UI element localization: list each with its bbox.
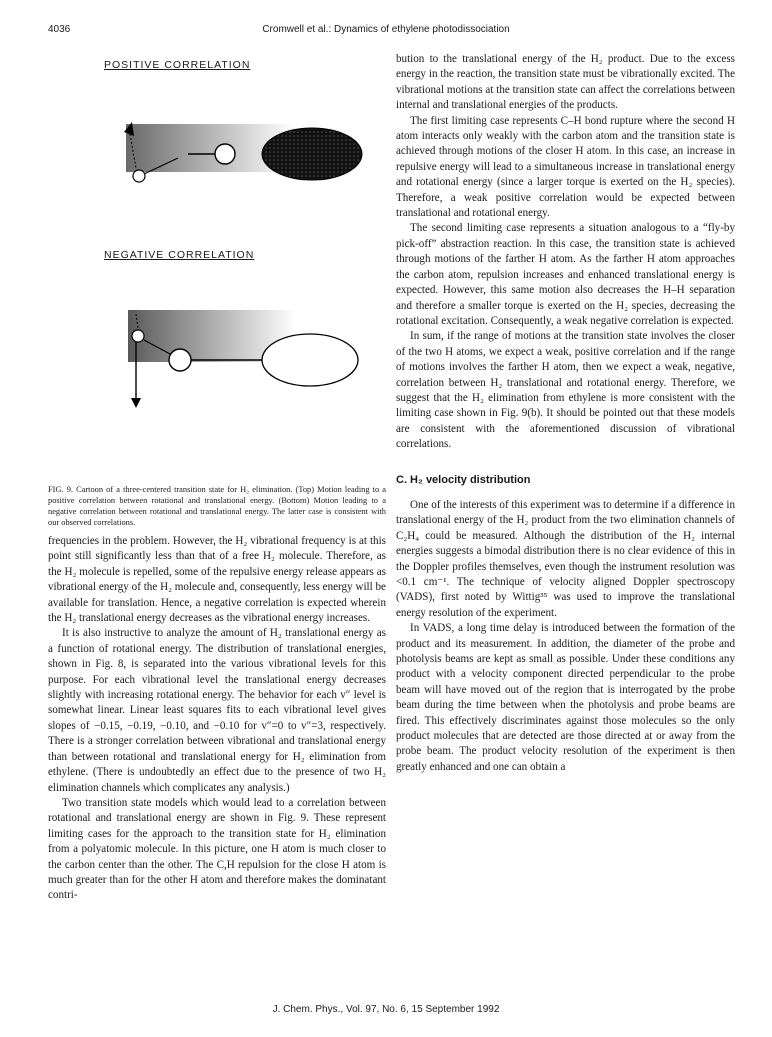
negative-correlation-diagram <box>48 300 386 420</box>
page-number: 4036 <box>48 24 71 35</box>
section-paragraph-2: In VADS, a long time delay is introduced between the formation of the product and its measurement. In addition, the diameter of the probe and photolysis beams are kept as small as possible. Under these conditions any product with a velocity component directed perpendicular to the probe beam will have moved out of the region that is interrogated by the probe beam during the time between when the photolysis and probe beams are fired. This effectively discriminates against those molecules so the only product molecules that are detected are those directed at or away from the probe beam. The product velocity resolution of the experiment is then greatly enhanced and one can obtain a <box>396 622 735 773</box>
far-h-atom <box>215 144 235 164</box>
negative-correlation-label: NEGATIVE CORRELATION <box>104 249 255 261</box>
close-h-atom <box>133 170 145 182</box>
section-paragraph-1: One of the interests of this experiment was to determine if a difference in translational energy of the H₂ product from the two elimination channels of C₂H₄ could be measured. Although the distribution of the H₂ internal energies suggests a bimodal distribution there is no clear evidence of this in the Doppler profiles themselves, even though the instrument resolution was <0.1 cm⁻¹. The technique of velocity aligned Doppler spectroscopy (VADS), first noted by Wittig³⁵ was used to improve the translational energy resolution of the experiment. <box>396 498 735 619</box>
close-h-atom <box>132 330 144 342</box>
motion-arrow-icon <box>131 398 141 408</box>
section-heading: C. H₂ velocity distribution <box>396 473 531 486</box>
left-column <box>48 56 386 904</box>
large-carbon-ellipse <box>262 334 358 386</box>
positive-correlation-label: POSITIVE CORRELATION <box>104 59 251 71</box>
right-paragraph-4: In sum, if the range of motions at the transition state involves the closer of the two H atoms, we expect a weak, positive correlation and if the range of motions involves the farther H atom, then we expect a weak, negative, correlation between H₂ translational and rotational energy. Therefore, we suggest that the H₂ elimination from ethylene is more consistent with the limiting case shown in Fig. 9(b). It should be pointed out that these models are consistent with the aforementioned discussion of vibrational correlations. <box>396 330 735 451</box>
far-h-atom <box>169 349 191 371</box>
journal-citation: J. Chem. Phys., Vol. 97, No. 6, 15 September 1992 <box>272 1004 500 1015</box>
figure-caption: FIG. 9. Cartoon of a three-centered transition state for H₂ elimination. (Top) Motion leading to a positive correlation between rotational and translational energy. (Bottom) Motion leading to a negative correlation between rotational and translational energy. The latter case is consistent with our observed correlations. <box>48 485 386 527</box>
positive-correlation-diagram <box>48 114 386 224</box>
left-paragraph-2: It is also instructive to analyze the amount of H₂ translational energy as a function of rotational energy. The distribution of translational energies, shown in Fig. 8, is separated into the various vibrational levels for this purpose. For each vibrational level the translational energy decreases slightly with increasing rotational energy. The behavior for each v″ level is somewhat linear. Linear least squares fits to each vibrational level gives slopes of −0.15, −0.19, −0.10, and −0.10 for v″=0 to v″=3, respectively. There is a stronger correlation between vibrational and translational energy than between rotational and translational energy for H₂ elimination from ethylene. (There is undoubtedly an effect due to the presence of two H₂ elimination channels which complicates any analysis.) <box>48 627 386 794</box>
right-paragraph-2: The first limiting case represents C–H bond rupture where the second H atom interacts only weakly with the carbon atom and the transition state is achieved through motions of the closer H atom. In this case, an increase in repulsive energy will lead to a simultaneous increase in translational energy and rotational energy (since a larger torque is exerted on the H₂ species). Therefore, a weak positive correlation would be expected between translational and rotational energy. <box>396 114 735 220</box>
right-paragraph-1: bution to the translational energy of the H₂ product. Due to the excess energy in the reaction, the transition state must be vibrationally excited. The vibrational motions at the transition state can affect the correlations between internal and translational energies of the products. <box>396 53 735 112</box>
large-carbon-ellipse <box>262 128 362 180</box>
right-column <box>396 52 735 775</box>
figure-9 <box>48 56 386 534</box>
right-paragraph-3: The second limiting case represents a situation analogous to a “fly-by pick-off” abstraction reaction. In this case, the transition state is achieved through motions of the farther H atom. As the farther H atom approaches the carbon atom, repulsion increases and enhanced translational energy is expected. However, this same motion also decreases the H–H separation and therefore a smaller torque is exerted on the H₂ species, decreasing the rotational excitation. Consequently, a weak negative correlation is expected. <box>396 222 735 327</box>
running-title: Cromwell et al.: Dynamics of ethylene photodissociation <box>262 24 510 35</box>
left-paragraph-3: Two transition state models which would lead to a correlation between rotational and translational energy are shown in Fig. 9. These represent limiting cases for the approach to the transition state for H₂ elimination from a polyatomic molecule. In this picture, one H atom is much closer to the carbon center than the other. The C,H repulsion for the close H atom is much greater than for the other H atom and therefore makes the dominatant contri- <box>48 796 386 902</box>
left-paragraph-1: frequencies in the problem. However, the H₂ vibrational frequency is at this point still significantly less than that of a free H₂ molecule. Therefore, as the H₂ molecule is repelled, some of the repulsive energy release appears as vibrational energy of the H₂ molecule and, consequently, less energy will be available for translation. Hence, a negative correlation is expected wherein the H₂ translational energy decreases as the vibrational energy increases. <box>48 535 386 625</box>
